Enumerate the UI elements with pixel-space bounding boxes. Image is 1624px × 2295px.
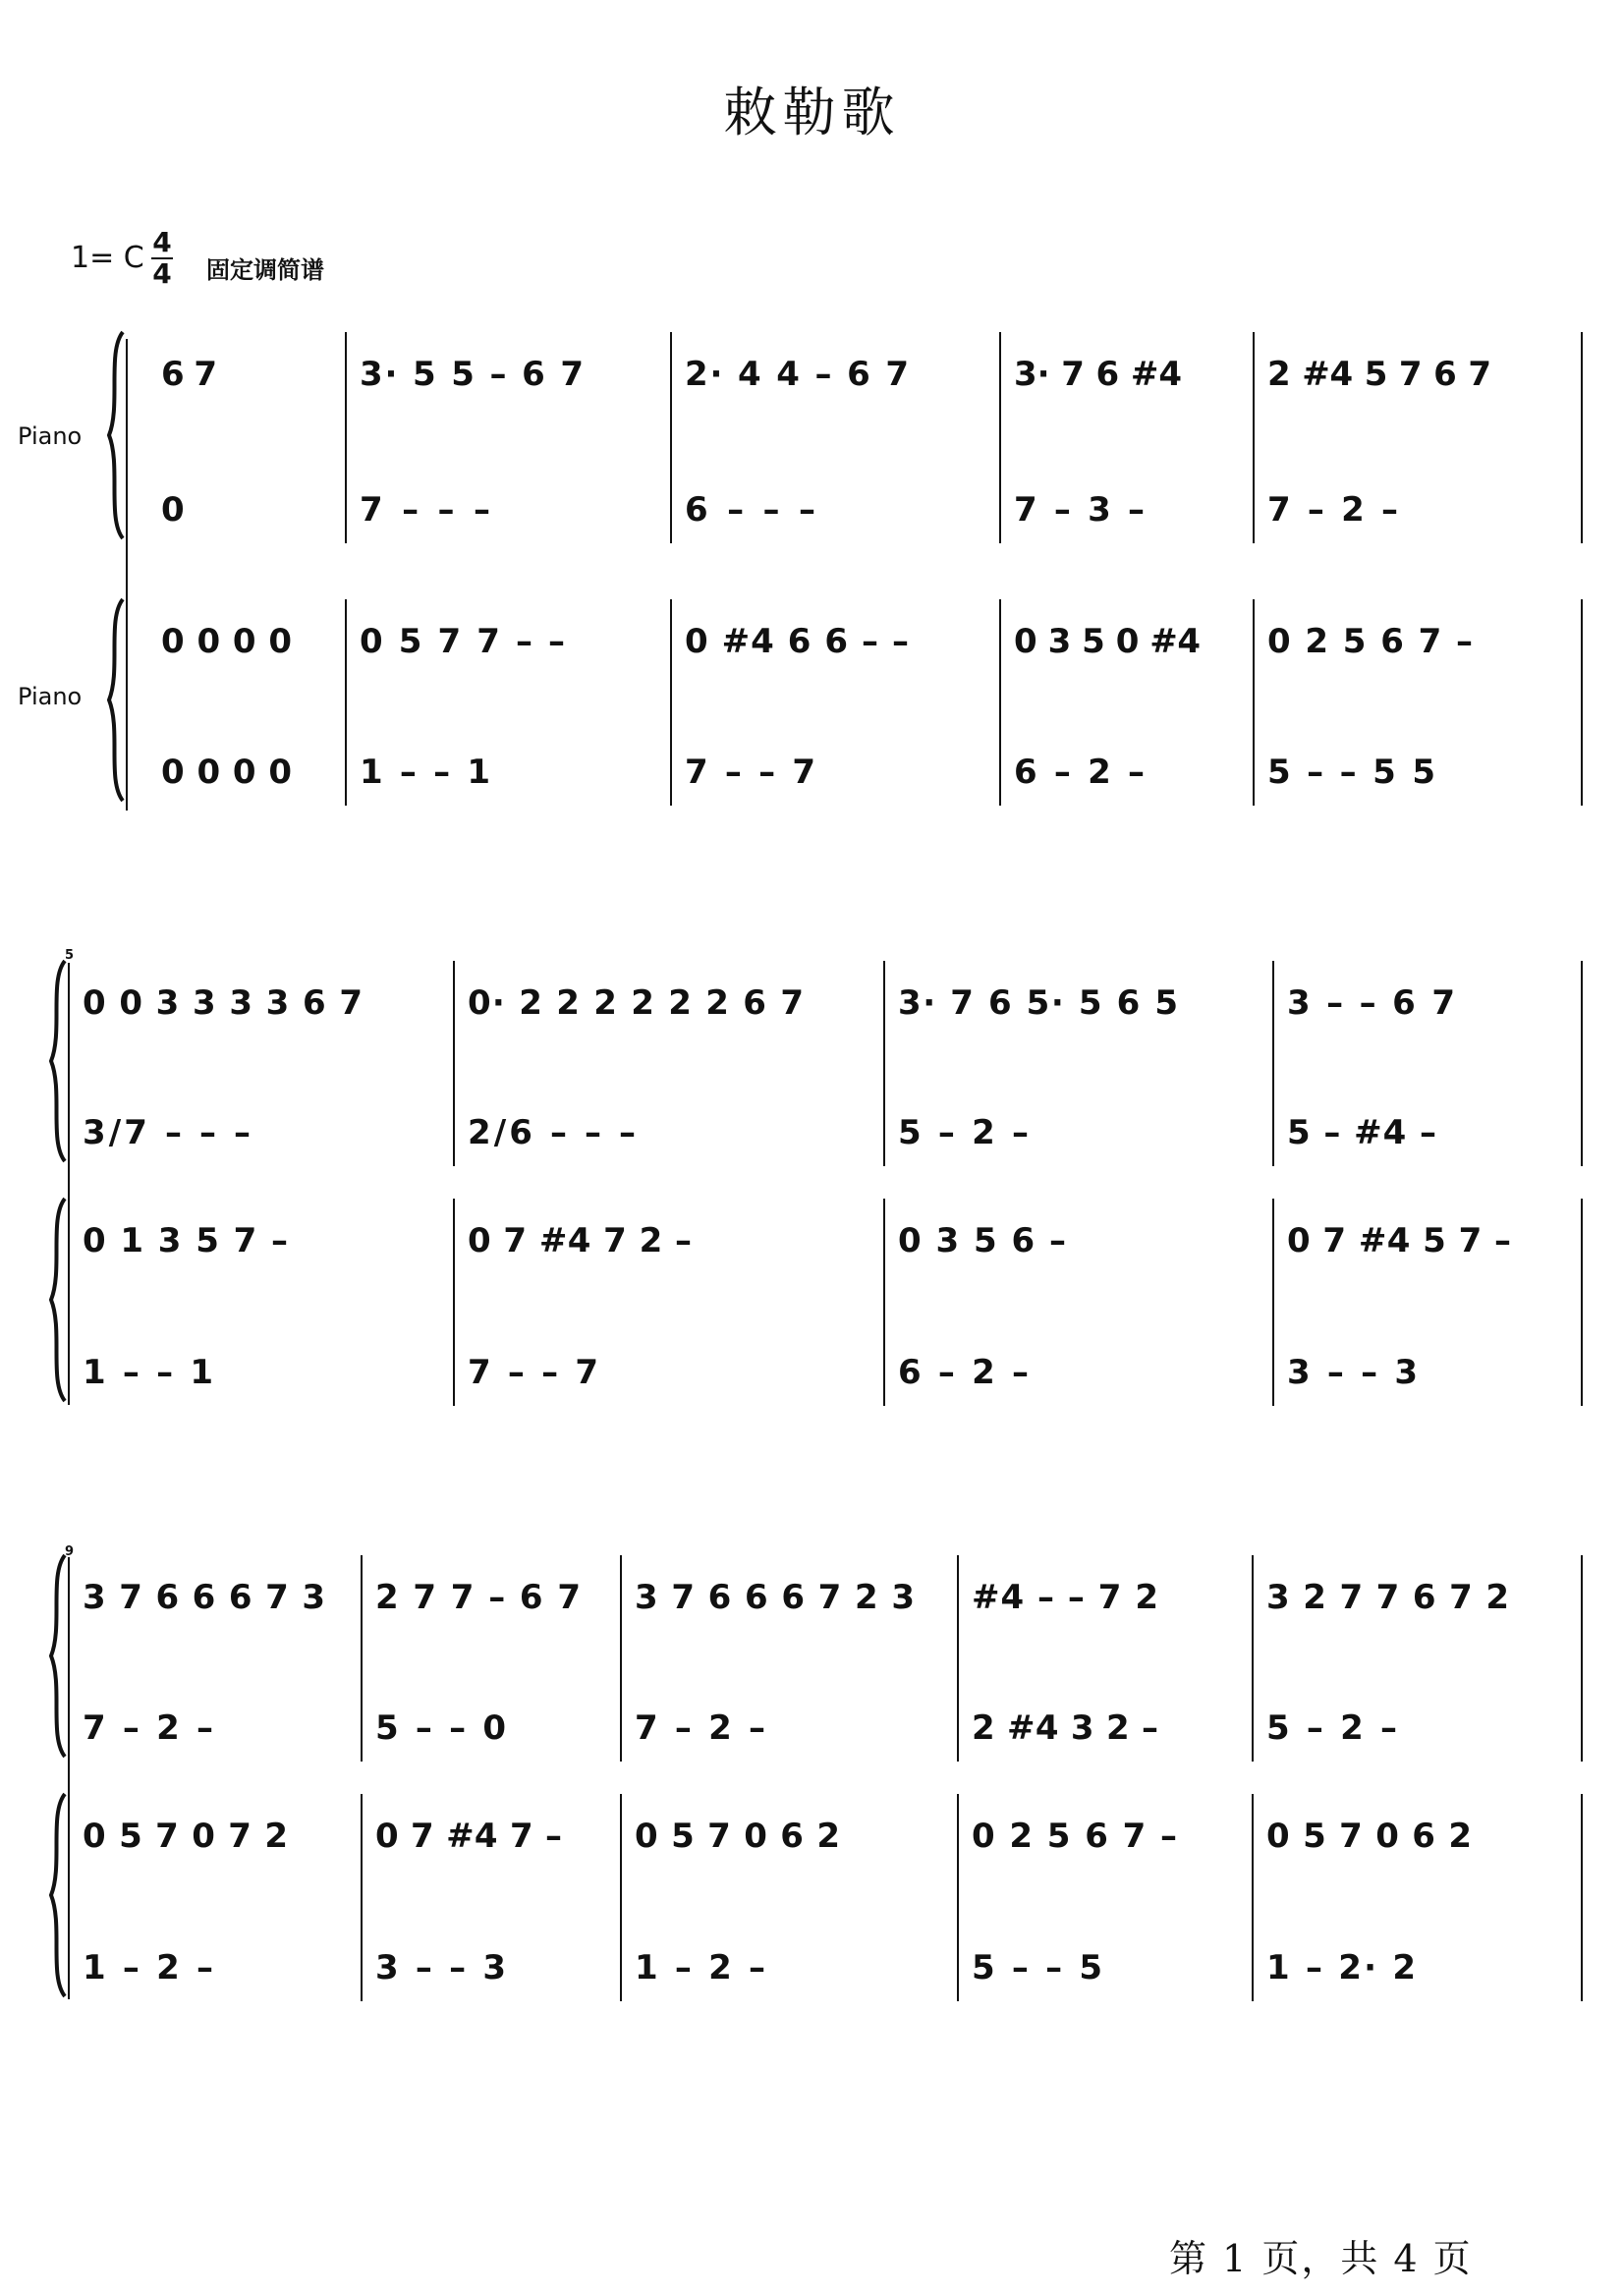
staff-notes: 3· 7 6 5· 5 6 5 bbox=[898, 983, 1178, 1023]
staff-notes: 7 – – – bbox=[360, 490, 490, 530]
staff-notes: 3 2 7 7 6 7 2 bbox=[1266, 1578, 1509, 1617]
staff-notes: 3· 5 5 – 6 7 bbox=[360, 355, 584, 394]
brace bbox=[109, 599, 123, 801]
staff-notes: 7 – – 7 bbox=[468, 1353, 598, 1392]
brace bbox=[51, 961, 65, 1161]
staff-notes: 0 2 5 6 7 – bbox=[1267, 622, 1473, 661]
staff-notes: 2/6 – – – bbox=[468, 1113, 636, 1152]
brace bbox=[109, 332, 123, 538]
measure-number-5: 5 bbox=[65, 948, 75, 963]
brace bbox=[51, 1199, 65, 1401]
staff-notes: 7 – 2 – bbox=[83, 1708, 213, 1748]
staff-notes: 7 – 2 – bbox=[635, 1708, 765, 1748]
staff-notes: 0 5 7 0 6 2 bbox=[1266, 1817, 1472, 1856]
staff-notes: 2 7 7 – 6 7 bbox=[375, 1578, 581, 1617]
staff-notes: 0 0 0 0 bbox=[161, 753, 292, 792]
staff-notes: #4 – – 7 2 bbox=[972, 1578, 1158, 1617]
measure-number-9: 9 bbox=[65, 1544, 75, 1559]
time-signature-bottom: 4 bbox=[152, 257, 172, 290]
staff-notes: 2· 4 4 – 6 7 bbox=[685, 355, 909, 394]
staff-notes: 1 – – 1 bbox=[360, 753, 490, 792]
staff-notes: 6 7 bbox=[161, 355, 217, 394]
key-signature: 1= C bbox=[71, 241, 144, 275]
brace bbox=[51, 1794, 65, 1996]
staff-notes: 1 – 2· 2 bbox=[1266, 1948, 1416, 1987]
notation-type: 固定调简谱 bbox=[206, 256, 324, 284]
staff-notes: 2 #4 3 2 – bbox=[972, 1708, 1158, 1748]
staff-notes: 3 – – 3 bbox=[375, 1948, 506, 1987]
staff-notes: 0 7 #4 7 – bbox=[375, 1817, 562, 1856]
staff-notes: 0 0 3 3 3 3 6 7 bbox=[83, 983, 363, 1023]
staff-notes: 0 0 0 0 bbox=[161, 622, 292, 661]
staff-notes: 5 – 2 – bbox=[898, 1113, 1029, 1152]
staff-notes: 3· 7 6 #4 bbox=[1014, 355, 1182, 394]
staff-notes: 0 1 3 5 7 – bbox=[83, 1221, 288, 1260]
staff-notes: 3 – – 3 bbox=[1287, 1353, 1418, 1392]
staff-notes: 0 3 5 6 – bbox=[898, 1221, 1066, 1260]
staff-notes: 5 – 2 – bbox=[1266, 1708, 1397, 1748]
staff-notes: 7 – 2 – bbox=[1267, 490, 1398, 530]
brace bbox=[51, 1555, 65, 1757]
staff-notes: 0 5 7 0 6 2 bbox=[635, 1817, 840, 1856]
staff-notes: 0 7 #4 5 7 – bbox=[1287, 1221, 1511, 1260]
staff-notes: 0 7 #4 7 2 – bbox=[468, 1221, 692, 1260]
staff-notes: 2 #4 5 7 6 7 bbox=[1267, 355, 1491, 394]
staff-notes: 7 – 3 – bbox=[1014, 490, 1145, 530]
time-signature-top: 4 bbox=[152, 226, 172, 258]
staff-notes: 1 – 2 – bbox=[83, 1948, 213, 1987]
staff-notes: 3 7 6 6 6 7 2 3 bbox=[635, 1578, 915, 1617]
staff-notes: 0 bbox=[161, 490, 185, 530]
staff-notes: 3 – – 6 7 bbox=[1287, 983, 1455, 1023]
staff-notes: 0 5 7 0 7 2 bbox=[83, 1817, 288, 1856]
staff-notes: 5 – – 0 bbox=[375, 1708, 506, 1748]
staff-notes: 6 – 2 – bbox=[1014, 753, 1145, 792]
staff-notes: 3/7 – – – bbox=[83, 1113, 251, 1152]
staff-notes: 6 – 2 – bbox=[898, 1353, 1029, 1392]
staff-notes: 7 – – 7 bbox=[685, 753, 815, 792]
instrument-label-piano: Piano bbox=[18, 683, 83, 710]
staff-notes: 0· 2 2 2 2 2 2 6 7 bbox=[468, 983, 804, 1023]
staff-notes: 5 – – 5 5 bbox=[1267, 753, 1435, 792]
staff-notes: 5 – – 5 bbox=[972, 1948, 1102, 1987]
staff-notes: 3 7 6 6 6 7 3 bbox=[83, 1578, 325, 1617]
score-title: 敕勒歌 bbox=[723, 82, 901, 143]
staff-notes: 0 #4 6 6 – – bbox=[685, 622, 909, 661]
staff-notes: 0 2 5 6 7 – bbox=[972, 1817, 1177, 1856]
page-footer: 第 1 页，共 4 页 bbox=[1169, 2237, 1473, 2280]
staff-notes: 0 5 7 7 – – bbox=[360, 622, 565, 661]
staff-notes: 1 – 2 – bbox=[635, 1948, 765, 1987]
staff-notes: 0 3 5 0 #4 bbox=[1014, 622, 1201, 661]
staff-notes: 6 – – – bbox=[685, 490, 815, 530]
staff-notes: 5 – #4 – bbox=[1287, 1113, 1436, 1152]
instrument-label-voice: Piano bbox=[18, 422, 83, 450]
staff-notes: 1 – – 1 bbox=[83, 1353, 213, 1392]
